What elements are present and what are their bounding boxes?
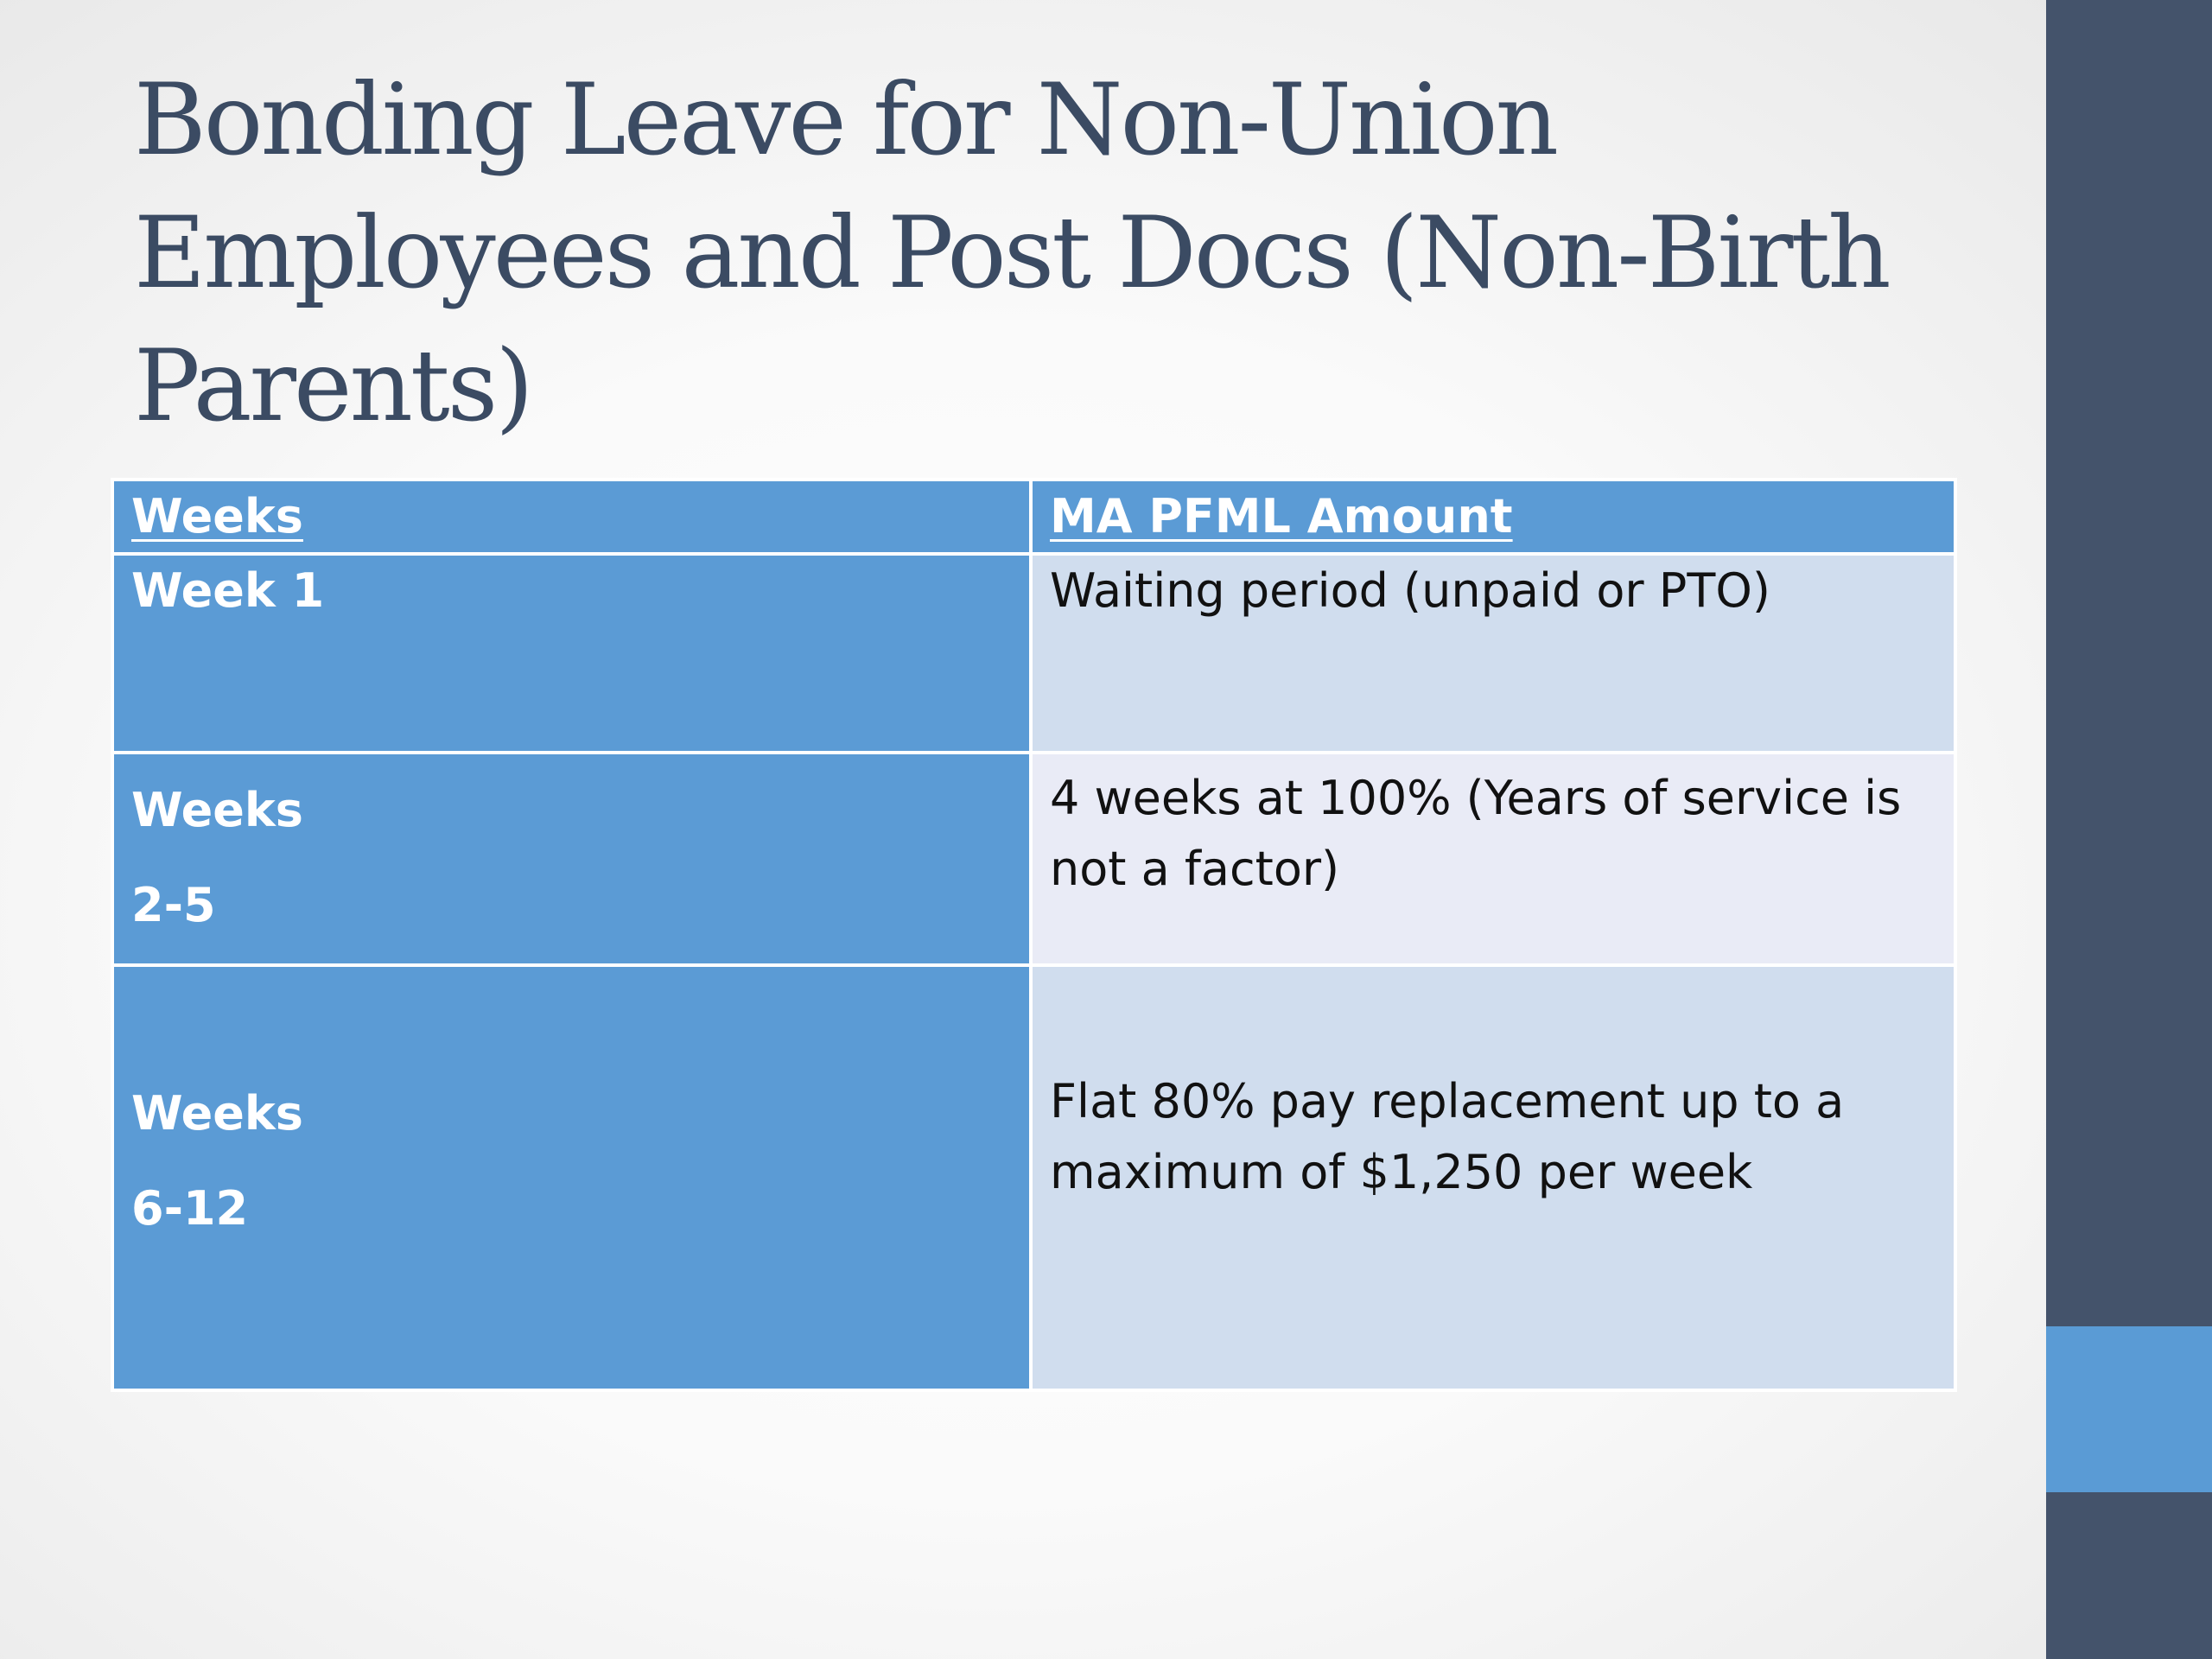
row-amount-text: Waiting period (unpaid or PTO) [1050, 563, 1770, 618]
row-amount-text: 4 weeks at 100% (Years of service is not a factor) [1050, 771, 1902, 896]
row-weeks-range: 2-5 [131, 878, 216, 932]
row-weeks-cell [112, 753, 1031, 965]
pfml-table [111, 478, 1957, 1392]
slide-title: Bonding Leave for Non-Union Employees and Post Docs (Non-Birth Parents) [134, 62, 1889, 443]
header-amount [1031, 480, 1955, 554]
row-amount-text: Flat 80% pay replacement up to a maximum of $1,250 per week [1050, 1074, 1845, 1199]
row-amount-cell [1031, 753, 1955, 965]
header-weeks [112, 480, 1031, 554]
row-amount-cell [1031, 554, 1955, 753]
row-weeks-label: Weeks [131, 783, 303, 837]
table-header-row [112, 480, 1955, 554]
header-amount-label: MA PFML Amount [1050, 489, 1513, 543]
row-weeks-label: Week 1 [131, 563, 325, 618]
row-weeks-cell [112, 965, 1031, 1390]
header-weeks-label: Weeks [131, 489, 303, 543]
row-weeks-cell [112, 554, 1031, 753]
row-weeks-label: Weeks [131, 1086, 303, 1141]
table-row [112, 753, 1955, 965]
table-row [112, 554, 1955, 753]
table-row [112, 965, 1955, 1390]
row-amount-cell [1031, 965, 1955, 1390]
row-weeks-range: 6-12 [131, 1181, 249, 1236]
sidebar-accent-block [2046, 1326, 2212, 1492]
